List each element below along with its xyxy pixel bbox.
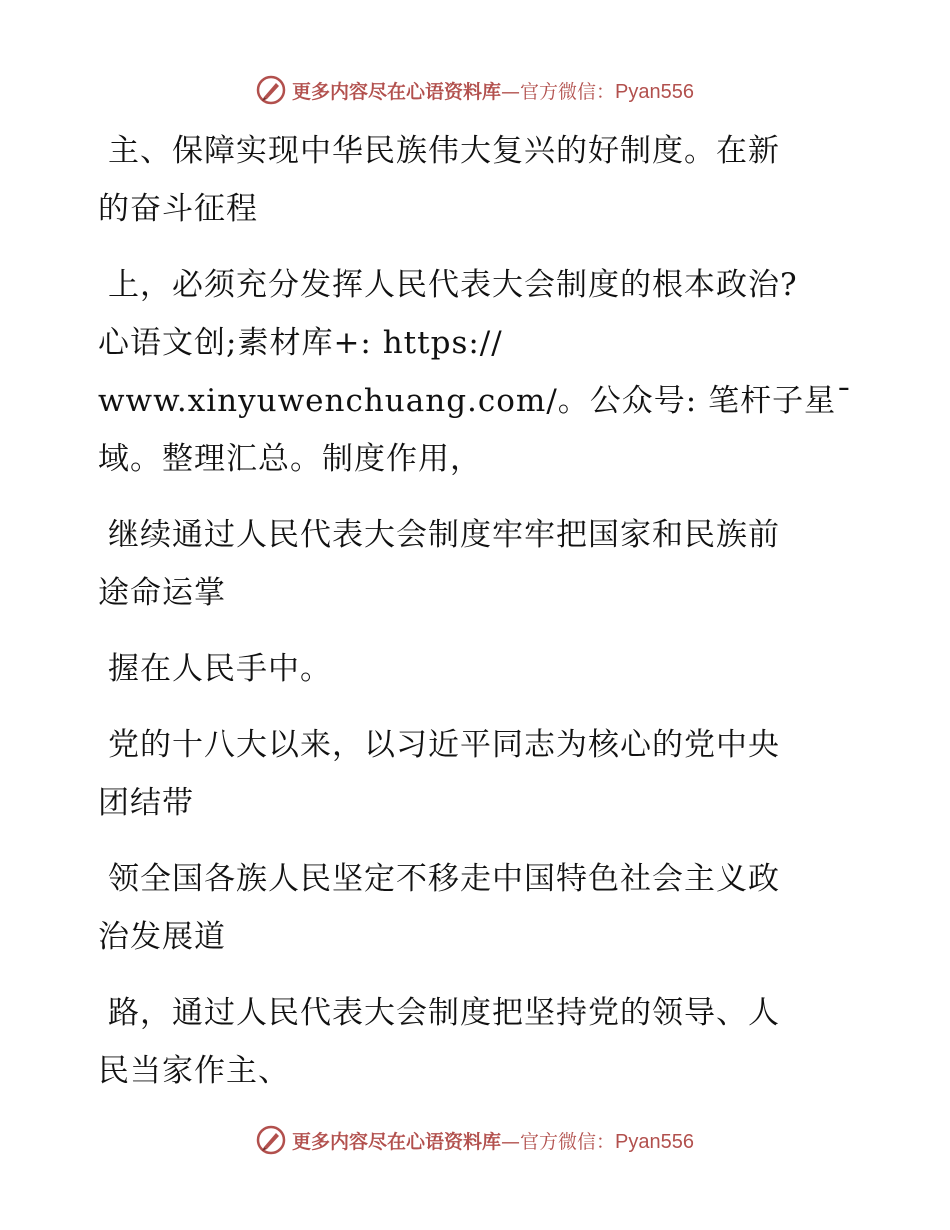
text-line: 治发展道 bbox=[98, 919, 226, 955]
paragraph bbox=[98, 850, 838, 966]
footer-banner-wechat: 官方微信： bbox=[520, 1130, 616, 1153]
text-line: 领全国各族人民坚定不移走中国特色社会主义政 bbox=[108, 861, 780, 897]
text-line: 上，必须充分发挥人民代表大会制度的根本政治? bbox=[108, 267, 798, 303]
footer-banner-main: 更多内容尽在心语资料库 bbox=[292, 1130, 502, 1153]
footer-banner-sep: — bbox=[501, 1130, 521, 1153]
text-line: 心语文创;素材库+: https:// bbox=[98, 325, 503, 361]
text-line: www.xinyuwenchuang.com/。公众号: 笔杆子星¯ bbox=[98, 383, 853, 419]
header-banner-text bbox=[292, 77, 694, 104]
text-line: 民当家作主、 bbox=[98, 1053, 290, 1089]
header-banner-wechat: 官方微信： bbox=[520, 80, 616, 103]
document-body bbox=[98, 122, 853, 1118]
footer-banner-handle: Pyan556 bbox=[615, 1130, 694, 1153]
text-line: 党的十八大以来，以习近平同志为核心的党中央 bbox=[108, 727, 780, 763]
paragraph bbox=[98, 640, 838, 698]
paragraph bbox=[98, 716, 838, 832]
pen-logo-icon bbox=[256, 75, 286, 105]
text-line: 握在人民手中。 bbox=[108, 651, 332, 687]
header-banner-sep: — bbox=[501, 80, 521, 103]
text-line: 主、保障实现中华民族伟大复兴的好制度。在新 bbox=[108, 133, 780, 169]
pen-logo-icon bbox=[256, 1125, 286, 1155]
footer-banner bbox=[0, 1120, 950, 1160]
footer-banner-text bbox=[292, 1127, 694, 1154]
header-banner-main: 更多内容尽在心语资料库 bbox=[292, 80, 502, 103]
text-line: 团结带 bbox=[98, 785, 194, 821]
paragraph bbox=[98, 122, 838, 238]
paragraph bbox=[98, 506, 838, 622]
paragraph bbox=[98, 256, 853, 488]
text-line: 域。整理汇总。制度作用， bbox=[98, 441, 482, 477]
header-banner bbox=[0, 70, 950, 110]
text-line: 途命运掌 bbox=[98, 575, 226, 611]
text-line: 的奋斗征程 bbox=[98, 191, 258, 227]
text-line: 继续通过人民代表大会制度牢牢把国家和民族前 bbox=[108, 517, 780, 553]
paragraph bbox=[98, 984, 838, 1100]
header-banner-handle: Pyan556 bbox=[615, 80, 694, 103]
text-line: 路，通过人民代表大会制度把坚持党的领导、人 bbox=[108, 995, 780, 1031]
